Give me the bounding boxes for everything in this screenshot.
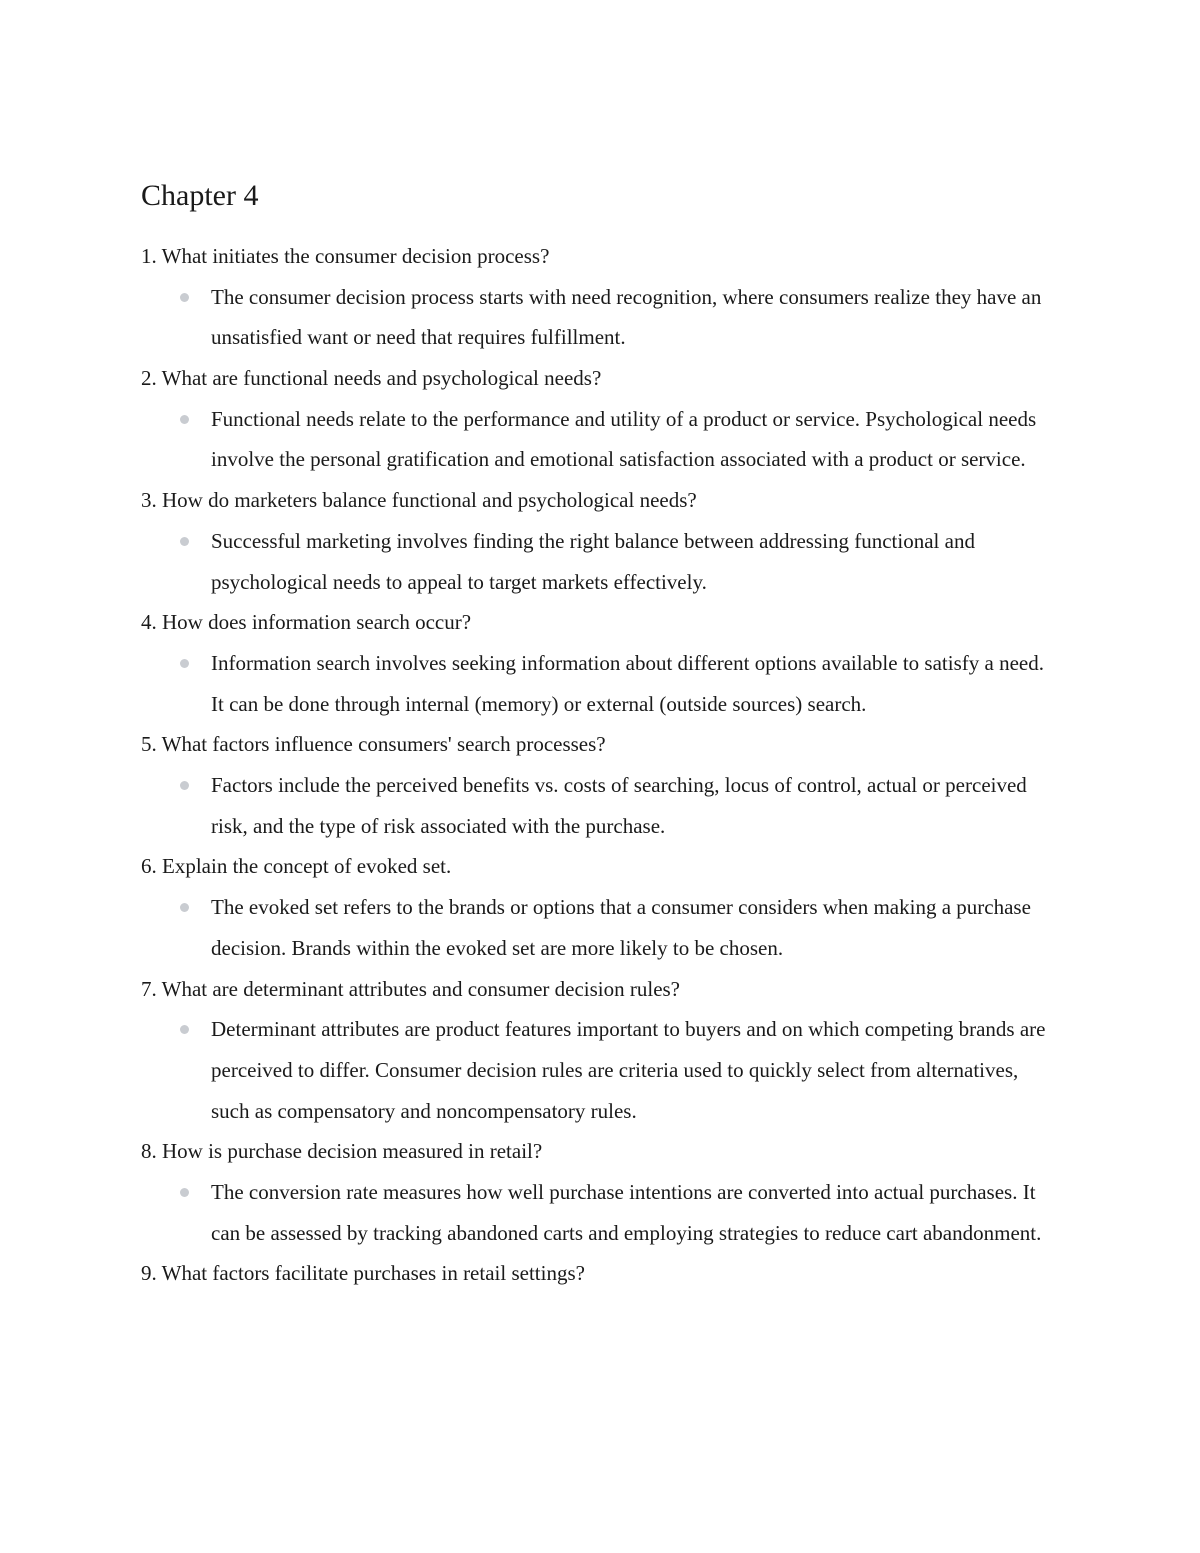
answer-7 <box>141 1009 1061 1131</box>
question-4: 4. How does information search occur? <box>141 610 472 635</box>
qa-item-2 <box>141 358 1061 480</box>
answer-4 <box>141 643 1061 724</box>
answer-text-7: Determinant attributes are product features important to buyers and on which competing brands are perceived to differ. Consumer decision rules are criteria used to quickly select from alternatives, such as compensatory and noncompensatory rules. <box>211 1017 1046 1123</box>
answer-text-4: Information search involves seeking information about different options available to satisfy a need. It can be done through internal (memory) or external (outside sources) search. <box>211 650 1044 716</box>
bullet-icon <box>180 781 189 790</box>
qa-item-4 <box>141 602 1061 724</box>
question-5: 5. What factors influence consumers' search processes? <box>141 732 606 757</box>
qa-item-3 <box>141 480 1061 602</box>
qa-item-7 <box>141 969 1061 1132</box>
bullet-icon <box>180 415 189 424</box>
bullet-icon <box>180 1188 189 1197</box>
question-1: 1. What initiates the consumer decision process? <box>141 244 550 268</box>
answer-text-2: Functional needs relate to the performance and utility of a product or service. Psychological needs involve the personal gratification and emotional satisfaction associated with a product or service. <box>211 406 1037 472</box>
answer-text-1: The consumer decision process starts with need recognition, where consumers realize they have an unsatisfied want or need that requires fulfillment. <box>211 284 1042 350</box>
qa-item-5 <box>141 724 1061 846</box>
answer-text-6: The evoked set refers to the brands or options that a consumer considers when making a purchase decision. Brands within the evoked set are more likely to be chosen. <box>211 895 1031 960</box>
qa-item-6 <box>141 846 1061 968</box>
answer-5 <box>141 765 1061 846</box>
page-title: Chapter 4 <box>141 179 259 212</box>
bullet-icon <box>180 659 189 668</box>
answer-text-8: The conversion rate measures how well purchase intentions are converted into actual purchases. It can be assessed by tracking abandoned carts and employing strategies to reduce cart abandonment. <box>211 1180 1042 1245</box>
answer-2 <box>141 399 1061 480</box>
question-2: 2. What are functional needs and psychological needs? <box>141 366 602 391</box>
answer-8 <box>141 1172 1061 1253</box>
bullet-icon <box>180 903 189 912</box>
bullet-icon <box>180 293 189 302</box>
question-6: 6. Explain the concept of evoked set. <box>141 854 452 879</box>
question-8: 8. How is purchase decision measured in retail? <box>141 1139 543 1164</box>
bullet-icon <box>180 1025 189 1034</box>
question-7: 7. What are determinant attributes and consumer decision rules? <box>141 976 681 1001</box>
qa-list <box>141 236 1061 1294</box>
qa-item-1 <box>141 236 1061 358</box>
qa-item-8 <box>141 1131 1061 1253</box>
question-9: 9. What factors facilitate purchases in retail settings? <box>141 1261 585 1286</box>
question-3: 3. How do marketers balance functional and psychological needs? <box>141 488 697 513</box>
answer-3 <box>141 521 1061 602</box>
answer-text-3: Successful marketing involves finding the right balance between addressing functional and psychological needs to appeal to target markets effectively. <box>211 528 975 594</box>
answer-6 <box>141 887 1061 968</box>
answer-1 <box>141 277 1061 358</box>
bullet-icon <box>180 537 189 546</box>
answer-text-5: Factors include the perceived benefits vs. costs of searching, locus of control, actual or perceived risk, and the type of risk associated with the purchase. <box>211 773 1027 838</box>
qa-item-9 <box>141 1253 1061 1294</box>
